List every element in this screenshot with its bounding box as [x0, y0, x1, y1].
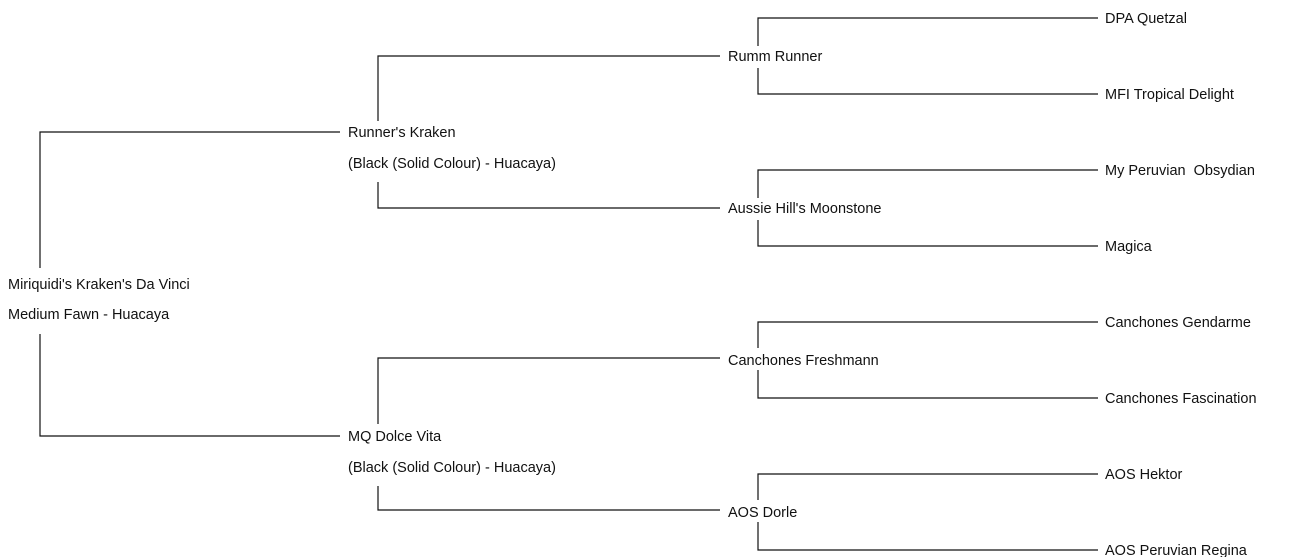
connector-ss-to-ssd [758, 68, 1098, 94]
subject-detail: Medium Fawn - Huacaya [8, 307, 170, 323]
sire-detail: (Black (Solid Colour) - Huacaya) [348, 156, 556, 172]
dam-dam-dam-name: AOS Peruvian Regina [1105, 543, 1247, 557]
sire-sire-dam-name: MFI Tropical Delight [1105, 87, 1234, 103]
connector-dam-to-dam-dam [378, 486, 720, 510]
connector-ds-to-dsd [758, 370, 1098, 398]
connector-sire-to-sire-dam [378, 182, 720, 208]
sire-name: Runner's Kraken [348, 125, 456, 141]
connector-sire-to-sire-sire [378, 56, 720, 121]
connector-subject-to-dam [40, 334, 340, 436]
dam-sire-dam-name: Canchones Fascination [1105, 391, 1257, 407]
connector-sd-to-sds [758, 170, 1098, 198]
connector-sd-to-sdd [758, 220, 1098, 246]
connector-dd-to-ddd [758, 522, 1098, 550]
dam-name: MQ Dolce Vita [348, 429, 442, 445]
sire-dam-name: Aussie Hill's Moonstone [728, 201, 882, 217]
sire-dam-dam-name: Magica [1105, 239, 1152, 255]
dam-detail: (Black (Solid Colour) - Huacaya) [348, 460, 556, 476]
subject-name: Miriquidi's Kraken's Da Vinci [8, 277, 190, 293]
dam-sire-name: Canchones Freshmann [728, 353, 879, 369]
sire-dam-sire-name: My Peruvian Obsydian [1105, 163, 1255, 179]
dam-dam-name: AOS Dorle [728, 505, 798, 521]
sire-sire-sire-name: DPA Quetzal [1105, 11, 1187, 27]
connector-dam-to-dam-sire [378, 358, 720, 424]
connector-dd-to-dds [758, 474, 1098, 500]
connector-ds-to-dss [758, 322, 1098, 348]
dam-sire-sire-name: Canchones Gendarme [1105, 315, 1251, 331]
connector-ss-to-sss [758, 18, 1098, 46]
connector-subject-to-sire [40, 132, 340, 268]
sire-sire-name: Rumm Runner [728, 49, 823, 65]
dam-dam-sire-name: AOS Hektor [1105, 467, 1183, 483]
